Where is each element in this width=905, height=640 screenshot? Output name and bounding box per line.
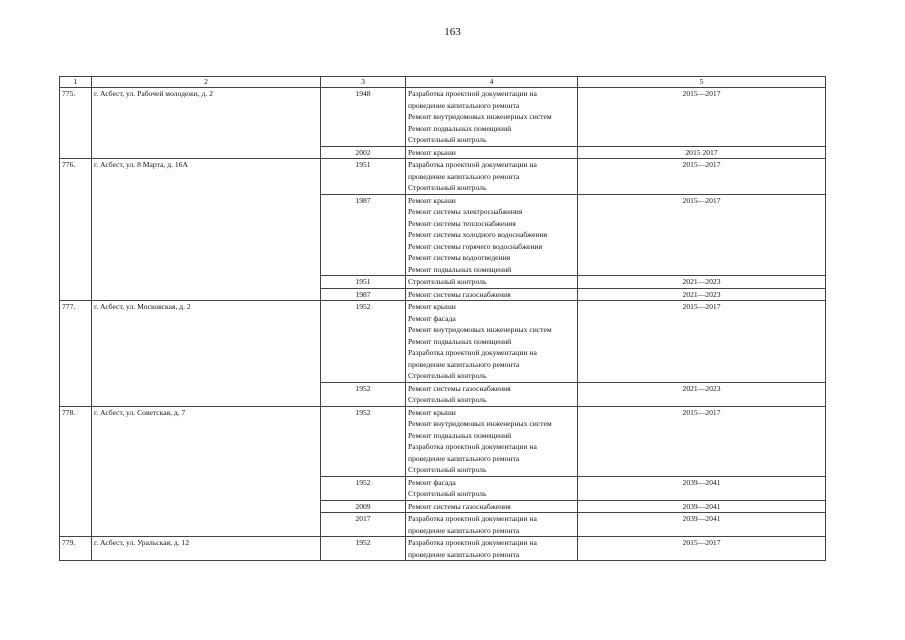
work-item: Строительный контроль	[408, 135, 487, 144]
commission-year: 1952	[321, 382, 406, 406]
table-row	[60, 537, 826, 561]
header-col-3: 3	[321, 77, 406, 88]
work-item: Разработка проектной документации на	[408, 89, 537, 98]
commission-year: 1952	[321, 406, 406, 476]
work-item: Ремонт системы электроснабжения	[408, 207, 523, 216]
object-number: 776.	[60, 159, 92, 301]
work-item: Ремонт подвальных помещений	[408, 336, 512, 346]
table-row	[60, 88, 826, 147]
work-item: Ремонт системы холодного водоснабжения	[408, 230, 548, 239]
works-list	[406, 406, 578, 476]
works-list	[406, 537, 578, 561]
commission-year: 1948	[321, 88, 406, 147]
work-item: Ремонт подвальных помещений	[408, 123, 512, 133]
object-number: 779.	[60, 537, 92, 561]
work-item: проведение капитального ремонта	[408, 453, 520, 463]
works-list	[406, 500, 578, 513]
work-item: Разработка проектной документации на	[408, 442, 537, 451]
repair-period: 2015—2017	[578, 301, 826, 383]
work-item: проведение капитального ремонта	[408, 549, 520, 559]
header-col-1: 1	[60, 77, 92, 88]
object-address: г. Асбест, ул. Уральская, д. 12	[92, 537, 321, 561]
repair-period: 2015—2017	[578, 406, 826, 476]
works-list	[406, 159, 578, 195]
work-item: Ремонт крыши	[408, 302, 456, 311]
work-item: Ремонт внутридомовых инженерных систем	[408, 419, 552, 428]
work-item: Строительный контроль	[408, 371, 487, 380]
repair-period: 2015—2017	[578, 537, 826, 561]
commission-year: 2002	[321, 146, 406, 159]
repair-period: 2021—2023	[578, 288, 826, 301]
object-number: 775.	[60, 88, 92, 159]
page-number: 163	[444, 26, 461, 38]
work-item: проведение капитального ремонта	[408, 100, 520, 110]
work-item: Разработка проектной документации на	[408, 160, 537, 169]
commission-year: 1952	[321, 476, 406, 500]
object-address: г. Асбест, ул. 8 Марта, д. 16А	[92, 159, 321, 301]
commission-year: 2009	[321, 500, 406, 513]
header-col-2: 2	[92, 77, 321, 88]
work-item: Ремонт подвальных помещений	[408, 264, 512, 274]
commission-year: 2017	[321, 513, 406, 537]
commission-year: 1952	[321, 301, 406, 383]
header-row	[60, 77, 826, 88]
object-number: 778.	[60, 406, 92, 537]
work-item: Строительный контроль	[408, 277, 487, 286]
object-address: г. Асбест, ул. Рабочей молодежи, д. 2	[92, 88, 321, 159]
object-address: г. Асбест, ул. Советская, д. 7	[92, 406, 321, 537]
table-row	[60, 301, 826, 383]
commission-year: 1951	[321, 159, 406, 195]
repair-period: 2015—2017	[578, 88, 826, 147]
work-item: Ремонт крыши	[408, 407, 456, 417]
repair-period: 2015—2017	[578, 194, 826, 276]
work-item: Ремонт фасада	[408, 313, 456, 323]
work-item: Разработка проектной документации на	[408, 348, 537, 357]
works-list	[406, 513, 578, 537]
work-item: Ремонт фасада	[408, 477, 456, 487]
works-list	[406, 276, 578, 289]
table-row	[60, 406, 826, 476]
work-item: Ремонт системы газоснабжения	[408, 501, 511, 511]
work-item: проведение капитального ремонта	[408, 359, 520, 369]
works-list	[406, 476, 578, 500]
work-item: Ремонт внутридомовых инженерных систем	[408, 325, 552, 334]
commission-year: 1987	[321, 288, 406, 301]
repair-period: 2039—2041	[578, 476, 826, 500]
header-col-5: 5	[578, 77, 826, 88]
works-list	[406, 146, 578, 159]
works-list	[406, 382, 578, 406]
commission-year: 1952	[321, 537, 406, 561]
repair-period: 2021—2023	[578, 382, 826, 406]
repair-schedule-table	[59, 76, 826, 561]
work-item: Ремонт крыши	[408, 195, 456, 205]
works-list	[406, 301, 578, 383]
works-list	[406, 88, 578, 147]
work-item: Строительный контроль	[408, 395, 487, 404]
work-item: проведение капитального ремонта	[408, 171, 520, 181]
work-item: Разработка проектной документации на	[408, 514, 537, 523]
repair-period: 2039—2041	[578, 500, 826, 513]
object-address: г. Асбест, ул. Московская, д. 2	[92, 301, 321, 407]
works-list	[406, 288, 578, 301]
work-item: Ремонт системы теплоснабжения	[408, 218, 516, 228]
work-item: Ремонт подвальных помещений	[408, 430, 512, 440]
repair-period: 2039—2041	[578, 513, 826, 537]
table-row	[60, 159, 826, 195]
header-col-4: 4	[406, 77, 578, 88]
work-item: Ремонт системы газоснабжения	[408, 289, 511, 299]
work-item: Строительный контроль	[408, 183, 487, 192]
commission-year: 1951	[321, 276, 406, 289]
repair-period: 2015 2017	[578, 146, 826, 159]
table-body	[60, 77, 826, 561]
work-item: Ремонт системы водоотведения	[408, 253, 511, 262]
work-item: Разработка проектной документации на	[408, 538, 537, 547]
work-item: Ремонт системы горячего водоснабжения	[408, 241, 543, 251]
work-item: Строительный контроль	[408, 465, 487, 474]
commission-year: 1987	[321, 194, 406, 276]
object-number: 777.	[60, 301, 92, 407]
work-item: проведение капитального ремонта	[408, 525, 520, 535]
repair-period: 2015—2017	[578, 159, 826, 195]
works-list	[406, 194, 578, 276]
work-item: Ремонт системы газоснабжения	[408, 383, 511, 393]
repair-period: 2021—2023	[578, 276, 826, 289]
work-item: Ремонт внутридомовых инженерных систем	[408, 112, 552, 121]
work-item: Ремонт крыши	[408, 147, 456, 157]
work-item: Строительный контроль	[408, 489, 487, 498]
